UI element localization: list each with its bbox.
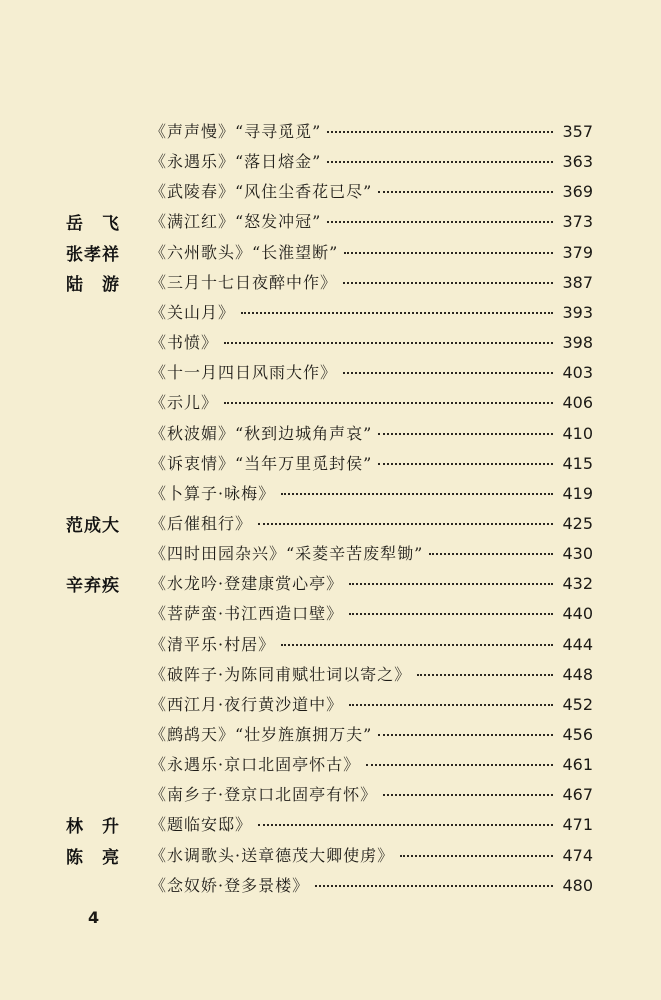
toc-title: 《南乡子·登京口北固亭有怀》	[150, 785, 378, 805]
dot-leader	[281, 644, 553, 646]
toc-page-number: 419	[562, 483, 593, 503]
dot-leader	[378, 191, 553, 193]
toc-page-number: 393	[562, 302, 593, 322]
toc-row	[0, 145, 661, 175]
toc-row	[0, 718, 661, 748]
toc-row	[0, 507, 661, 537]
dot-leader	[258, 824, 553, 826]
dot-leader	[383, 794, 553, 796]
toc-page-number: 406	[562, 393, 593, 413]
toc-row	[0, 839, 661, 869]
toc-page-number: 452	[562, 694, 593, 714]
toc-author: 张孝祥	[66, 244, 120, 265]
toc-title: 《示儿》	[150, 393, 219, 413]
toc-title: 《永遇乐》“落日熔金”	[150, 152, 322, 172]
toc-title: 《清平乐·村居》	[150, 634, 276, 654]
toc-title: 《破阵子·为陈同甫赋壮词以寄之》	[150, 664, 412, 684]
toc-entry	[150, 843, 593, 866]
toc-entry	[150, 149, 593, 172]
dot-leader	[366, 764, 553, 766]
toc-page-number: 456	[562, 725, 593, 744]
page-number: 4	[88, 908, 100, 927]
toc-author: 林 升	[66, 817, 120, 838]
dot-leader	[224, 342, 553, 344]
dot-leader	[417, 674, 553, 676]
toc-title: 《四时田园杂兴》“采菱辛苦废犁锄”	[150, 544, 424, 564]
toc-row	[0, 808, 661, 838]
toc-title: 《关山月》	[150, 302, 236, 322]
toc-row	[0, 266, 661, 296]
dot-leader	[349, 583, 553, 585]
dot-leader	[349, 704, 553, 706]
toc-row	[0, 778, 661, 808]
dot-leader	[349, 613, 553, 615]
toc-title: 《卜算子·咏梅》	[150, 483, 276, 503]
toc-row	[0, 628, 661, 658]
toc-entry	[150, 179, 593, 202]
toc-title: 《鹧鸪天》“壮岁旌旗拥万夫”	[150, 725, 373, 744]
toc-title: 《诉衷情》“当年万里觅封侯”	[150, 453, 373, 473]
toc-title: 《六州歌头》“长淮望断”	[150, 242, 339, 262]
toc-title: 《念奴娇·登多景楼》	[150, 875, 310, 895]
dot-leader	[378, 433, 553, 435]
toc-title: 《十一月四日风雨大作》	[150, 363, 338, 383]
toc-entry	[150, 812, 593, 835]
toc-author: 辛弃疾	[66, 576, 120, 597]
toc-entry	[150, 873, 593, 896]
toc-row	[0, 115, 661, 145]
toc-row	[0, 688, 661, 718]
toc-page-number: 444	[562, 634, 593, 654]
dot-leader	[327, 131, 553, 133]
toc-entry	[150, 270, 593, 293]
toc-title: 《三月十七日夜醉中作》	[150, 272, 338, 292]
toc-page-number: 425	[562, 513, 593, 533]
toc-entry	[150, 360, 593, 383]
dot-leader	[315, 885, 553, 887]
toc-title: 《菩萨蛮·书江西造口壁》	[150, 604, 344, 624]
dot-leader	[378, 463, 553, 465]
dot-leader	[378, 734, 553, 736]
dot-leader	[224, 402, 553, 404]
toc-entry	[150, 330, 593, 353]
toc-title: 《后催租行》	[150, 513, 253, 533]
toc-entry	[150, 119, 593, 142]
toc-entry	[150, 662, 593, 685]
toc-entry	[150, 722, 593, 745]
toc-page-number: 448	[562, 664, 593, 684]
toc-row	[0, 748, 661, 778]
toc-page-number: 461	[562, 755, 593, 775]
toc-title: 《秋波媚》“秋到边城角声哀”	[150, 423, 373, 443]
toc-entry	[150, 541, 593, 564]
dot-leader	[258, 523, 553, 525]
dot-leader	[241, 312, 553, 314]
toc-entry	[150, 511, 593, 534]
toc-row	[0, 386, 661, 416]
dot-leader	[327, 221, 553, 223]
dot-leader	[400, 855, 553, 857]
toc-page-number: 387	[562, 272, 593, 292]
toc-row	[0, 537, 661, 567]
toc-title: 《水龙吟·登建康赏心亭》	[150, 574, 344, 594]
toc-author: 范成大	[66, 515, 120, 536]
toc-page-number: 430	[562, 544, 593, 564]
toc-entry	[150, 752, 593, 775]
toc-row	[0, 597, 661, 627]
toc-row	[0, 175, 661, 205]
toc-title: 《武陵春》“风住尘香花已尽”	[150, 182, 373, 202]
toc-page-number: 480	[562, 875, 593, 895]
toc-row	[0, 326, 661, 356]
toc-page-number: 432	[562, 574, 593, 594]
toc-row	[0, 356, 661, 386]
toc-page-number: 471	[562, 815, 593, 835]
toc-page-number: 379	[562, 242, 593, 262]
toc-entry	[150, 451, 593, 474]
toc-entry	[150, 601, 593, 624]
toc-page-number: 369	[562, 182, 593, 202]
toc-row	[0, 236, 661, 266]
dot-leader	[343, 372, 553, 374]
toc-title: 《声声慢》“寻寻觅觅”	[150, 122, 322, 141]
toc-title: 《题临安邸》	[150, 815, 253, 835]
toc-entry	[150, 481, 593, 504]
toc-page-number: 373	[562, 212, 593, 232]
toc-title: 《水调歌头·送章德茂大卿使虏》	[150, 845, 395, 865]
dot-leader	[429, 553, 553, 555]
toc-entry	[150, 632, 593, 655]
toc-entry	[150, 421, 593, 444]
toc-title: 《满江红》“怒发冲冠”	[150, 212, 322, 232]
toc-page-number: 410	[562, 423, 593, 443]
toc-row	[0, 567, 661, 597]
toc-entry	[150, 209, 593, 232]
toc-entry	[150, 782, 593, 805]
toc-page-number: 403	[562, 363, 593, 383]
dot-leader	[327, 161, 553, 163]
toc-row	[0, 658, 661, 688]
toc-row	[0, 296, 661, 326]
toc-row	[0, 447, 661, 477]
toc-entry	[150, 300, 593, 323]
toc-entry	[150, 240, 593, 263]
toc-author: 陈 亮	[66, 847, 120, 868]
toc-entry	[150, 390, 593, 413]
dot-leader	[344, 252, 553, 254]
dot-leader	[343, 282, 553, 284]
toc-page-number: 415	[562, 453, 593, 473]
toc-row	[0, 417, 661, 447]
toc-title: 《西江月·夜行黄沙道中》	[150, 694, 344, 714]
toc-title: 《永遇乐·京口北固亭怀古》	[150, 755, 361, 775]
toc-page-number: 398	[562, 333, 593, 353]
dot-leader	[281, 493, 553, 495]
toc-row	[0, 869, 661, 899]
toc-author: 岳 飞	[66, 214, 120, 235]
toc-page-number: 440	[562, 604, 593, 624]
toc-title: 《书愤》	[150, 333, 219, 353]
toc-page-number: 363	[562, 152, 593, 172]
toc-entry	[150, 692, 593, 715]
toc-entry	[150, 571, 593, 594]
toc-page-number: 474	[562, 845, 593, 865]
toc-row	[0, 477, 661, 507]
toc-row	[0, 205, 661, 235]
toc-page-number: 357	[562, 122, 593, 141]
toc-author: 陆 游	[66, 274, 120, 295]
toc-page-number: 467	[562, 785, 593, 805]
